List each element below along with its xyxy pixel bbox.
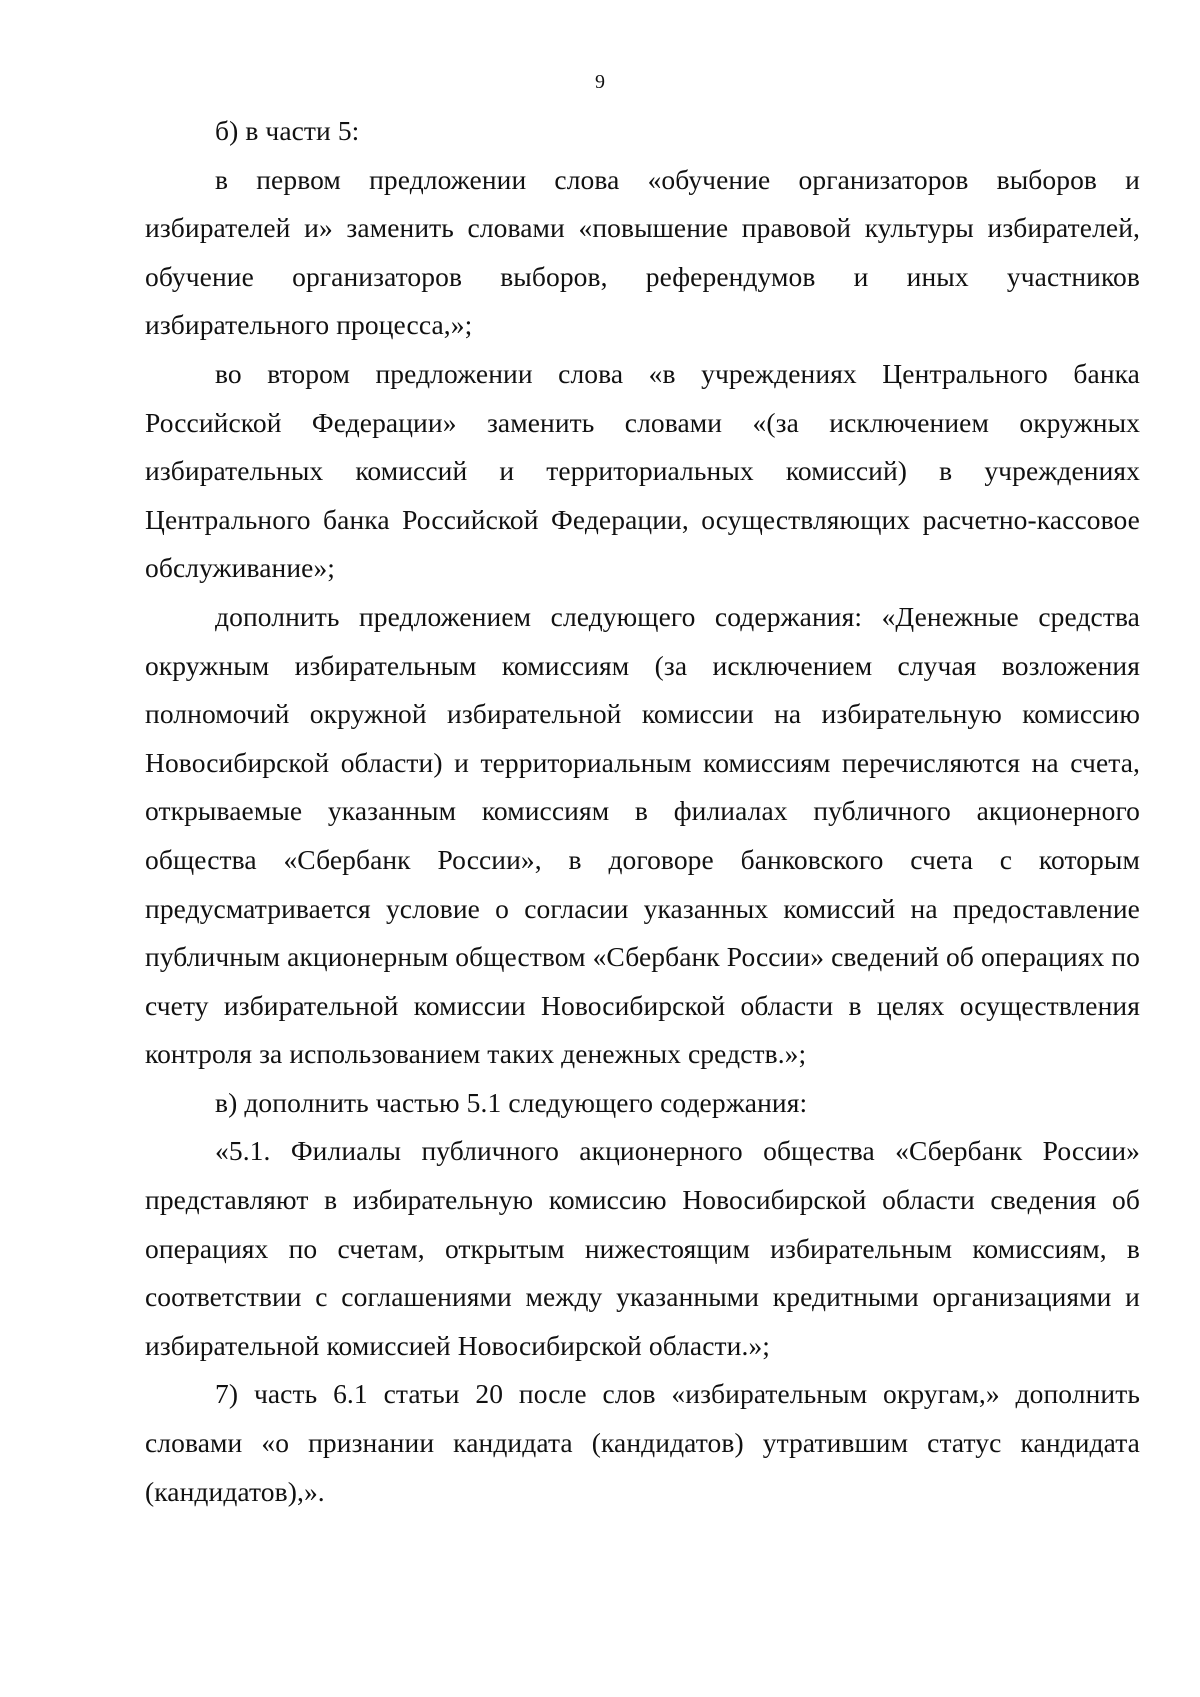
paragraph-item-7: 7) часть 6.1 статьи 20 после слов «избирательным округам,» дополнить словами «о признании кандидата (кандидатов) утратившим статус кандидата (кандидатов),». bbox=[145, 1378, 1140, 1507]
paragraph-first-sentence-amendment: в первом предложении слова «обучение организаторов выборов и избирателей и» заменить словами «повышение правовой культуры избирателей, обучение организаторов выборов, референдумов и иных участников избирательного процесса,»; bbox=[145, 163, 1140, 341]
page-number: 9 bbox=[595, 71, 605, 93]
paragraph-part-5-1-text: «5.1. Филиалы публичного акционерного общества «Сбербанк России» представляют в избирательную комиссию Новосибирской области сведения об операциях по счетам, открытым нижестоящим избирательным комиссиям, в соответствии с соглашениями между указанными кредитными организациями и избирательной комиссией Новосибирской области.»; bbox=[145, 1135, 1140, 1361]
paragraph-b-part-5: б) в части 5: bbox=[215, 115, 360, 146]
paragraph-second-sentence-amendment: во втором предложении слова «в учреждениях Центрального банка Российской Федерации» заменить словами «(за исключением окружных избирательных комиссий и территориальных комиссий) в учреждениях Центрального банка Российской Федерации, осуществляющих расчетно-кассовое обслуживание»; bbox=[145, 357, 1140, 584]
paragraph-supplement-sentence: дополнить предложением следующего содержания: «Денежные средства окружным избирательным комиссиям (за исключением случая возложения полномочий окружной избирательной комиссии на избирательную комиссию Новосибирской области) и территориальным комиссиям перечисляются на счета, открываемые указанным комиссиям в филиалах публичного акционерного общества «Сбербанк России», в договоре банковского счета с которым предусматривается условие о согласии указанных комиссий на предоставление публичным акционерным обществом «Сбербанк России» сведений об операциях по счету избирательной комиссии Новосибирской области в целях осуществления контроля за использованием таких денежных средств.»; bbox=[145, 600, 1140, 1070]
document-body bbox=[145, 107, 1140, 1516]
paragraph-v-part-5-1: в) дополнить частью 5.1 следующего содержания: bbox=[215, 1086, 808, 1118]
